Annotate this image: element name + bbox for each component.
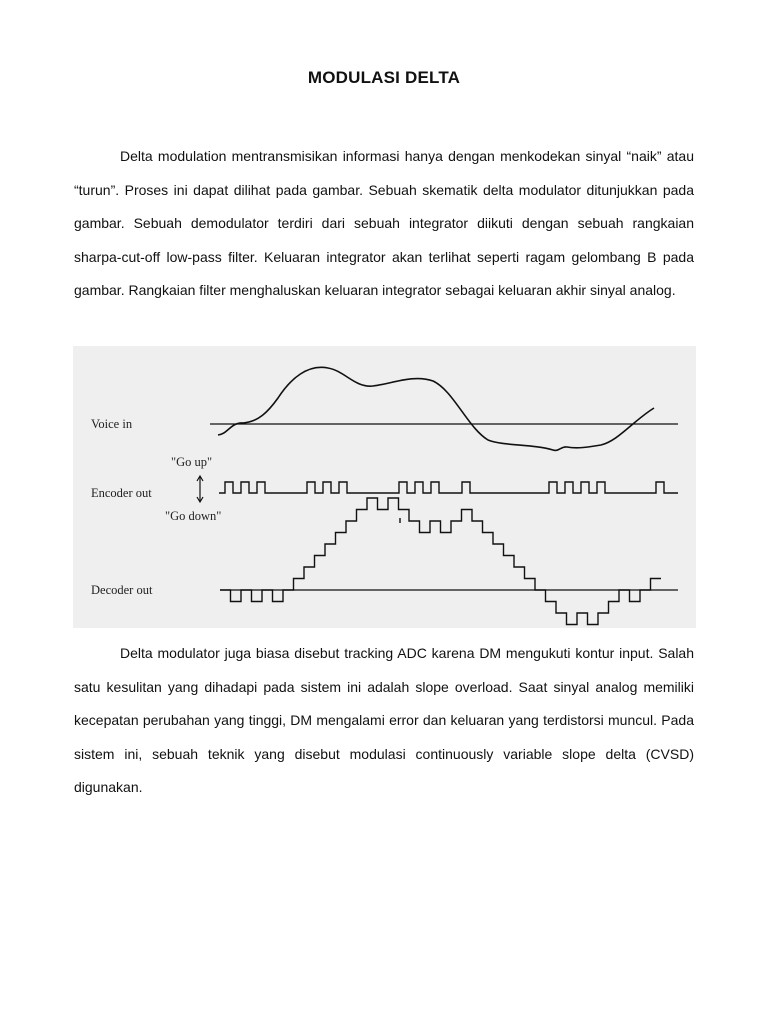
paragraph-intro: Delta modulation mentransmisikan informasi hanya dengan menkodekan sinyal “naik” atau “turun”. Proses ini dapat dilihat pada gambar. Sebuah skematik delta modulator ditunjukkan pada gambar. Sebuah demodulator terdiri dari sebuah integrator diikuti dengan sebuah rangkaian sharpa-cut-off low-pass filter. Keluaran integrator akan terlihat seperti ragam gelombang B pada gambar. Rangkaian filter menghaluskan keluaran integrator sebagai keluaran akhir sinyal analog. [74, 148, 694, 298]
encoder-out-label: Encoder out [91, 486, 152, 500]
go-down-label: "Go down" [165, 509, 222, 523]
voice-in-label: Voice in [91, 417, 133, 431]
delta-modulation-figure [73, 346, 696, 628]
voice-in-waveform [218, 367, 654, 450]
waveform-diagram [73, 346, 696, 628]
paragraph-cvsd: Delta modulator juga biasa disebut tracking ADC karena DM mengukuti kontur input. Salah satu kesulitan yang dihadapi pada sistem ini adalah slope overload. Saat sinyal analog memiliki kecepatan perubahan yang tinggi, DM mengalami error dan keluaran yang terdistorsi muncul. Pada sistem ini, sebuah teknik yang disebut modulasi continuously variable slope delta (CVSD) digunakan. [74, 645, 694, 795]
decoder-out-staircase [220, 498, 661, 625]
up-down-arrow [197, 476, 203, 502]
page-title: MODULASI DELTA [307, 68, 461, 87]
decoder-out-label: Decoder out [91, 583, 153, 597]
encoder-out-pulses [219, 482, 678, 493]
go-up-label: "Go up" [171, 455, 213, 469]
